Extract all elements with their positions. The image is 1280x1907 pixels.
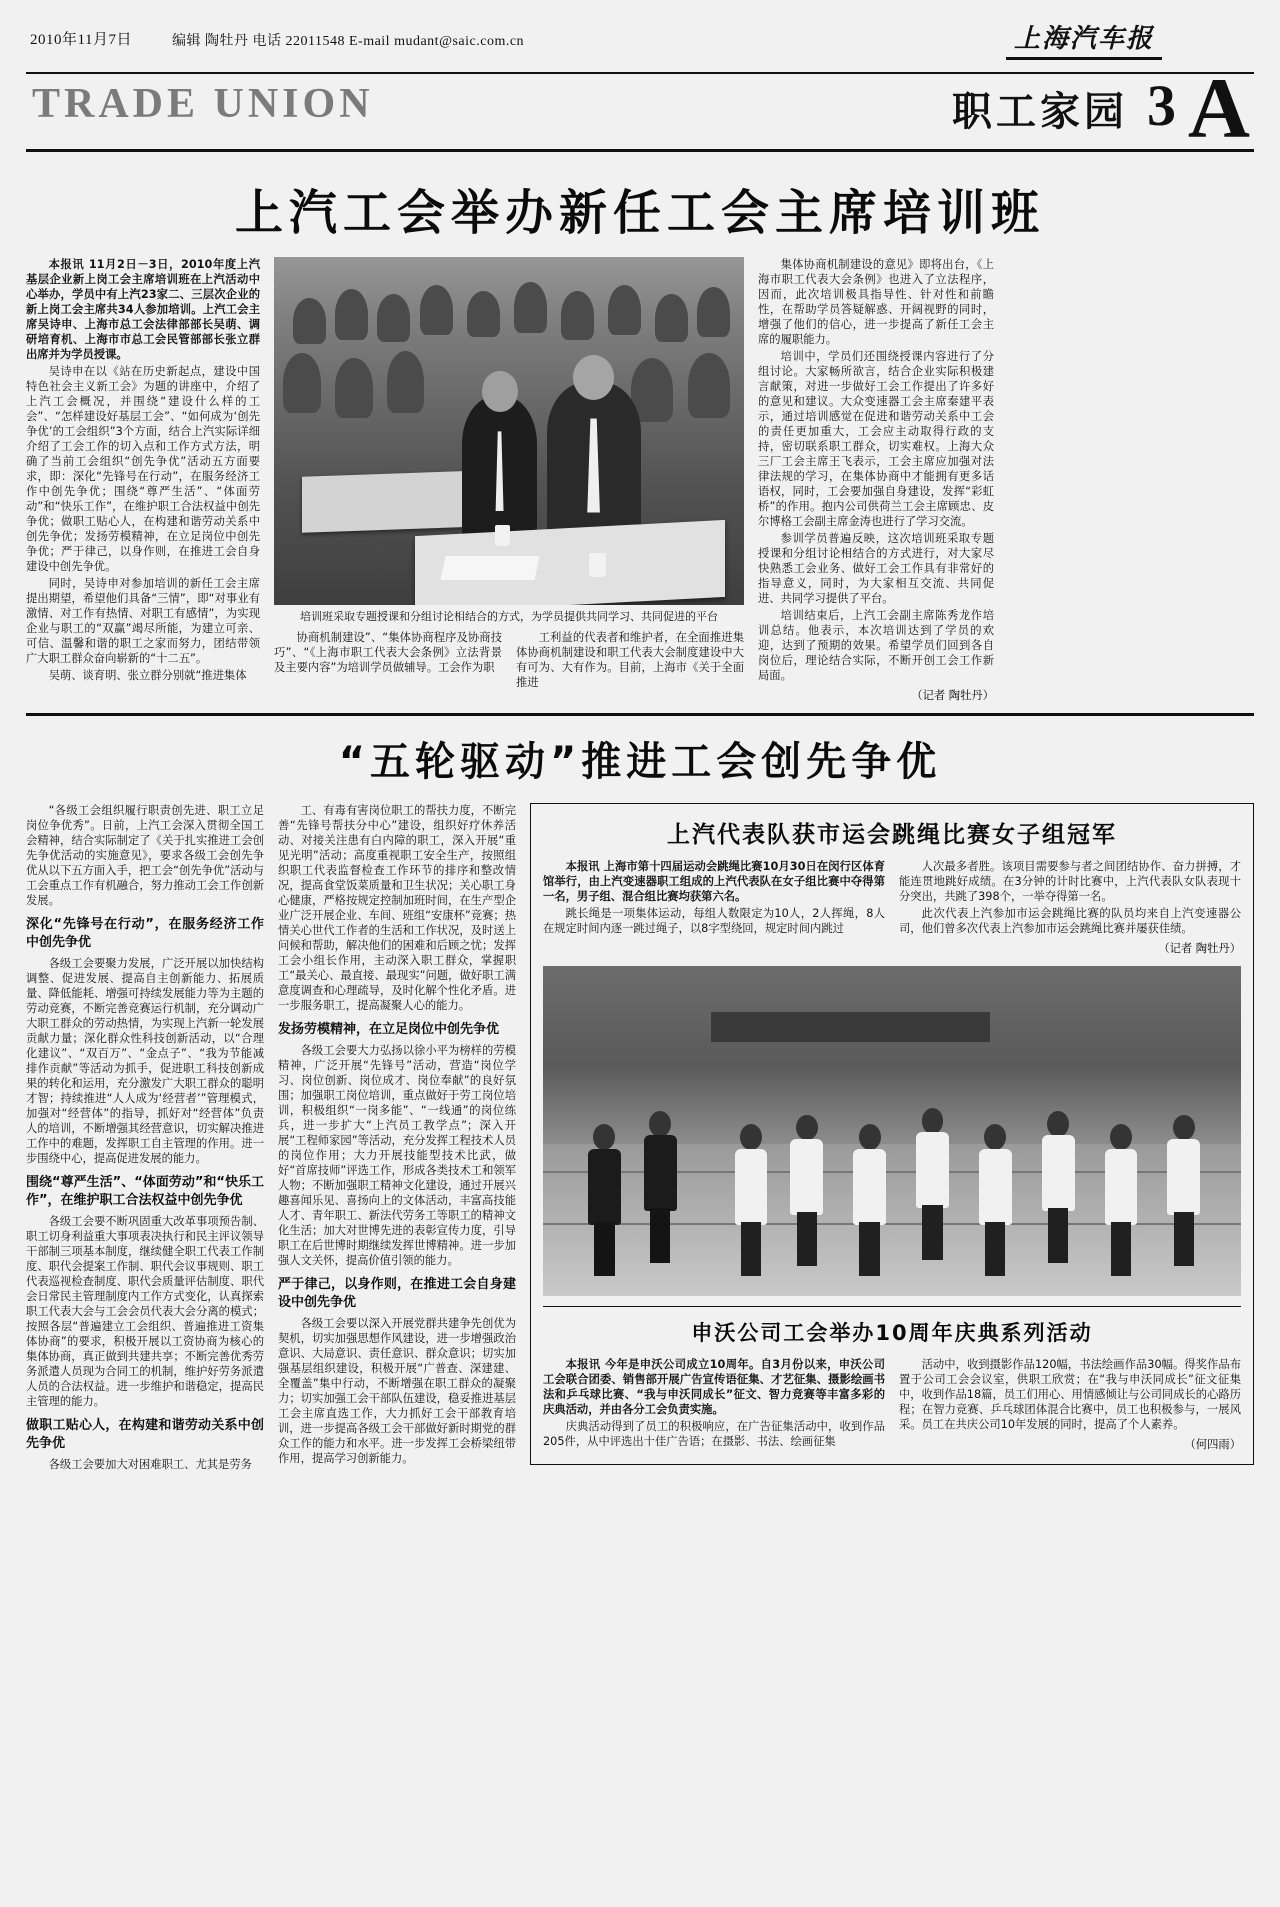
article3-photo-jump-rope (543, 966, 1241, 1296)
newspaper-logo: 上海汽车报 (1006, 18, 1162, 60)
article4-column-1 (543, 1357, 885, 1452)
article1-bottom-divider (26, 713, 1254, 716)
boxed-articles-divider (543, 1306, 1241, 1307)
page-number: 3 (1147, 73, 1176, 138)
article1-body (26, 257, 1254, 703)
article4-body (543, 1357, 1241, 1452)
article1-byline: （记者 陶牡丹） (911, 689, 994, 702)
article3-paragraph: 跳长绳是一项集体运动，每组人数限定为10人，2人挥绳，8人在规定时间内逐一跳过绳子，以8字型绕回，规定时间内跳过 (543, 907, 885, 935)
article4-paragraph: 活动中，收到摄影作品120幅，书法绘画作品30幅。得奖作品布置于公司工会会议室，供职工欣赏；在“我与申沃同成长”征文征集中，收到作品18篇，员工们用心、用情感倾让与公司同成长的心路历程；在智力竞赛、乒乓球团体混合比赛中，员工也积极参与，一展风采。员工在共庆公司10年发展的同时，提高了个人素养。 (899, 1358, 1241, 1431)
article4-byline: （何四雨） (1184, 1438, 1241, 1451)
editor-contact-line: 编辑 陶牡丹 电话 22011548 E-mail mudant@saic.com.cn (172, 34, 525, 49)
photo-cup (495, 525, 510, 546)
article4-paragraph: 庆典活动得到了员工的积极响应，在广告征集活动中，收到作品205件，从中评选出十佳广告语；在摄影、书法、绘画征集 (543, 1420, 885, 1448)
article4-lead-paragraph: 本报讯 今年是申沃公司成立10周年。自3月份以来，申沃公司工会联合团委、销售部开展广告宣传语征集、才艺征集、摄影绘画书法和乒乓球比赛、“我与申沃同成长”征文、智力竞赛等丰富多彩的庆典活动，并由各分工会负责实施。 (543, 1358, 885, 1416)
section-banner (26, 60, 1254, 156)
section-title-en: TRADE UNION (32, 81, 374, 127)
article1-column-1 (26, 257, 260, 703)
article2-subhead-2: 围绕“尊严生活”、“体面劳动”和“快乐工作”，在维护职工合法权益中创先争优 (26, 1175, 264, 1208)
article1-column-2a (274, 630, 502, 692)
photo-cup (589, 553, 606, 577)
article1-photo-training-class (274, 257, 744, 605)
article2-subhead-4: 发扬劳模精神，在立足岗位中创先争优 (278, 1022, 500, 1037)
article1-paragraph: 集体协商机制建设的意见》即将出台，《上海市职工代表大会条例》也进入了立法程序，因而，此次培训极具指导性、针对性和前瞻性，在帮助学员答疑解惑、开阔视野的同时，增强了他们的信心，进一步提高了新任工会主席的履职能力。 (758, 258, 994, 346)
section-title-cn: 职工家园 (952, 89, 1128, 135)
article1-subcolumns (274, 630, 744, 692)
article1-headline: 上汽工会举办新任工会主席培训班 (234, 185, 1045, 241)
article1-column-3 (758, 257, 994, 703)
article2-paragraph: “各级工会组织履行职责创先进、职工立足岗位争优秀”。日前，上汽工会深入贯彻全国工会精神，结合实际制定了《关于扎实推进工会创先争优活动的实施意见》，要求各级工会创先争优从以下五方面入手，把工会“创先争优”活动与工会重点工作有机融合，努力推动工会工作创新发展。 (26, 804, 264, 907)
article2-subhead-1: 深化“先锋号在行动”，在服务经济工作中创先争优 (26, 917, 264, 950)
article1-paragraph: 参训学员普遍反映，这次培训班采取专题授课和分组讨论相结合的方式进行，对大家尽快熟悉工会业务、做好工会工作具有非常好的指导意义，同时，为大家相互交流、共同促进、共同学习提供了平台。 (758, 532, 994, 605)
article3-column-2 (899, 859, 1241, 956)
article3-paragraph: 此次代表上汽参加市运会跳绳比赛的队员均来自上汽变速器公司，他们曾多次代表上汽参加市运会跳绳比赛并屡获佳绩。 (899, 907, 1241, 935)
article1-lead-paragraph: 本报讯 11月2日－3日，2010年度上汽基层企业新上岗工会主席培训班在上汽活动中心举办，学员中有上汽23家二、三层次企业的新上岗工会主席共34人参加培训。上汽工会主席吴诗申、上海市总工会法律部部长吴萌、调研培育机、上海市市总工会民管部部长张立群出席并为学员授课。 (26, 258, 260, 361)
article3-column-1 (543, 859, 885, 956)
article3-lead-paragraph: 本报讯 上海市第十四届运动会跳绳比赛10月30日在闵行区体育馆举行，由上汽变速器职工组成的上汽代表队在女子组比赛中夺得第一名，男子组、混合组比赛均获第六名。 (543, 860, 885, 903)
article1-paragraph: 同时，吴诗申对参加培训的新任工会主席提出期望，希望他们具备“三情”，即“对事业有激情、对工作有热情、对职工有感情”，为实现企业与职工的“双赢”竭尽所能，为建立可亲、可信、温馨和谐的职工之家而努力，团结带领广大职工群众奋向崭新的“十二五”。 (26, 577, 260, 665)
lower-section (26, 803, 1254, 1474)
article1-paragraph: 培训中，学员们还围绕授课内容进行了分组讨论。大家畅所欲言，结合企业实际积极建言献策，对进一步做好工会工作提出了许多好的意见和建议。大众变速器工会主席秦建平表示，通过培训感觉在促进和谐劳动关系中工会的责任更加重大，工会应主动取得行政的支持，密切联系职工群众，切实难权。上海大众三厂工会主席王飞表示，工会主席应加强对法律法规的学习，在集体协商中才能拥有更多话语权，同时，工会要加强自身建设，发挥“彩虹桥”的作用。抱内公司供荷兰工会主席顾忠、皮尔博格工会副主席金涛也进行了学习交流。 (758, 350, 994, 528)
article2-subhead-3: 做职工贴心人，在构建和谐劳动关系中创先争优 (26, 1418, 264, 1451)
article4-column-2 (899, 1357, 1241, 1452)
article2-column-2 (278, 803, 516, 1474)
article2-column-1 (26, 803, 264, 1474)
article1-paragraph: 工利益的代表者和维护者，在全面推进集体协商机制建设和职工代表大会制度建设中大有可为、大有作为。目前，上海市《关于全面推进 (516, 631, 744, 689)
banner-divider (26, 149, 1254, 152)
article1-column-2 (274, 257, 744, 703)
article3-paragraph: 人次最多者胜。该项目需要参与者之间团结协作、奋力拼搏，才能连贯地跳好成绩。在3分钟的计时比赛中，上汽代表队女队表现十分突出，共跳了398个，一举夺得第一名。 (899, 860, 1241, 903)
article1-paragraph: 协商机制建设”、“集体协商程序及协商技巧”、“《上海市职工代表大会条例》立法背景及主要内容”为培训学员做辅导。工会作为职 (274, 631, 502, 674)
article4-headline: 申沃公司工会举办10周年庆典系列活动 (691, 1321, 1093, 1345)
boxed-articles (530, 803, 1254, 1465)
article2-headline: “五轮驱动”推进工会创先争优 (338, 739, 942, 785)
article1-column-2b (516, 630, 744, 692)
article1-paragraph: 吴诗申在以《站在历史新起点，建设中国特色社会主义新工会》为题的讲座中，介绍了上汽工会概况，并围绕“建设什么样的工会”、“怎样建设好基层工会”、“如何成为‘创先争优’的工会组织”3个方面，结合上汽实际详细介绍了工会工作的切入点和工作方式方法，明确了当前工会组织“创先争优”活动五方面要求，即：深化“先锋号在行动”，在服务经济工作中创先争优；围绕“尊严生活”、“体面劳动”和“快乐工作”，在维护职工合法权益中创先争优；做职工贴心人，在构建和谐劳动关系中创先争优；发扬劳模精神，在立足岗位中创先争优；严于律己，以身作则，在推进工会自身建设中创先争优。 (26, 365, 260, 573)
masthead (26, 18, 1254, 70)
article2-paragraph: 各级工会要以深入开展党群共建争先创优为契机，切实加强思想作风建设，进一步增强政治意识、大局意识、责任意识、群众意识；切实加强基层组织建设，积极开展“广普查、深建建、全覆盖”集中行动，不断增强在职工群众的凝聚力；切实加强工会干部队伍建设，稳妥推进基层工会主席直选工作，大力抓好工会干部教育培训，进一步提高各级工会干部做好新时期党的群众工作的能力和水平。进一步发挥工会桥梁纽带作用，提高学习创新能力。 (278, 1317, 516, 1465)
publication-date: 2010年11月7日 (30, 32, 132, 48)
article3-byline: （记者 陶牡丹） (1158, 942, 1241, 955)
right-box-column (530, 803, 1254, 1474)
page-letter: A (1187, 60, 1250, 156)
article1-paragraph: 吴萌、谈育明、张立群分别就“推进集体 (48, 669, 247, 682)
photo-gym-banner (711, 1012, 990, 1042)
article1-paragraph: 培训结束后，上汽工会副主席陈秀龙作培训总结。他表示，本次培训达到了学员的欢迎，达到了预期的效果。希望学员们回到各自岗位后，理论结合实际，不断开创工会工作新局面。 (758, 609, 994, 682)
article2-paragraph: 各级工会要大力弘扬以徐小平为榜样的劳模精神，广泛开展“先锋号”活动，营造“岗位学习、岗位创新、岗位成才、岗位奉献”的良好氛围；加强职工岗位培训，重点做好于劳工岗位培训，积极组织“一岗多能”、“一线通”的岗位练兵，进一步扩大“上汽员工教学点”；深入开展“工程师家园”等活动，充分发挥工程技术人员的岗位作用；大力开展技能型技术比武，做好“首席技师”评选工作，形成各类技术工和领军人物；不断加强职工精神文化建设，通过开展兴趣喜闻乐见、喜扬向上的文体活动，丰富高技能人才、青年职工、新法代劳务工等职工的精神文化生活；加大对世博先进的表彰宣传力度，引导职工在后世博时期继续发挥世博精神。进一步加强人文关怀，提高价值引领的能力。 (278, 1044, 516, 1267)
article2-subhead-5: 严于律己，以身作则，在推进工会自身建设中创先争优 (278, 1277, 516, 1310)
article3-body (543, 859, 1241, 956)
article3-headline: 上汽代表队获市运会跳绳比赛女子组冠军 (667, 822, 1117, 848)
article2-paragraph: 各级工会要加大对困难职工、尤其是劳务 (48, 1458, 252, 1471)
photo-papers (441, 556, 540, 580)
article2-paragraph: 各级工会要聚力发展，广泛开展以加快结构调整、促进发展、提高自主创新能力、拓展质量、降低能耗、增强可持续发展能力等为主题的劳动竞赛，不断完善竞赛运行机制，充分调动广大职工群众的劳动热情，为实现上汽新一轮发展贡献力量；深化群众性科技创新活动，以“合理化建议”、“双百万”、“金点子”、“我为节能减排作贡献”等活动为抓手，促进职工科技创新成果的转化和运用，充分激发广大职工群众的聪明才智；持续推进“人人成为‘经营者’”管理模式，加强对“经营体”的指导，抓好对“经营体”负责人的培训，不断增强其经营意识，切实解决推进工作中的难题，发挥职工自主管理的作用。进一步围绕中心，提高促进发展的能力。 (26, 957, 264, 1165)
article2-paragraph: 工、有毒有害岗位职工的帮扶力度，不断完善“先锋号帮扶分中心”建设，组织好疗休养活动、对接关注患有白内障的职工，深入开展“重见光明”活动；高度重视职工安全生产，按照组织职工代表监督检查工作环节的排序和整改情况，提高食堂饭菜质量和卫生状况；关心职工身心健康，严格按规定控制加班时间，在生产型企业广泛开展企业、车间、班组“安康杯”竞赛；热情关心世代工作者的生活和工作状况，及时送上问候和帮助，解决他们的困难和后顾之忧；发挥工会小组长作用，主动深入职工群众，掌握职工“最关心、最直接、最现实”问题，做好职工满意度调查和心理疏导，及时化解个性化矛盾。进一步服务职工，提高凝聚人心的能力。 (278, 804, 516, 1012)
article2-paragraph: 各级工会要不断巩固重大改革事项预告制、职工切身利益重大事项表决执行和民主评议领导干部制三项基本制度，继续健全职工代表工作制度、职代会提案工作制、职代会议事规则、职工代表巡视检查制度、职代会质量评估制度、职代会日常民主管理制度内工作方式变化，认真探索职工代表大会与工会会员代表大会分离的模式；按照各层“普遍建立工会组织、普遍推进工资集体协商”的要求，积极开展以工资协商为核心的集体协商，真正做到共建共享；不断完善优秀劳务派遣人员现为合同工的机制，维护好劳务派遣人员的合法权益。进一步维护和谐稳定，提高民主管理的能力。 (26, 1215, 264, 1408)
article1-photo-caption: 培训班采取专题授课和分组讨论相结合的方式，为学员提供共同学习、共同促进的平台 (300, 610, 718, 623)
